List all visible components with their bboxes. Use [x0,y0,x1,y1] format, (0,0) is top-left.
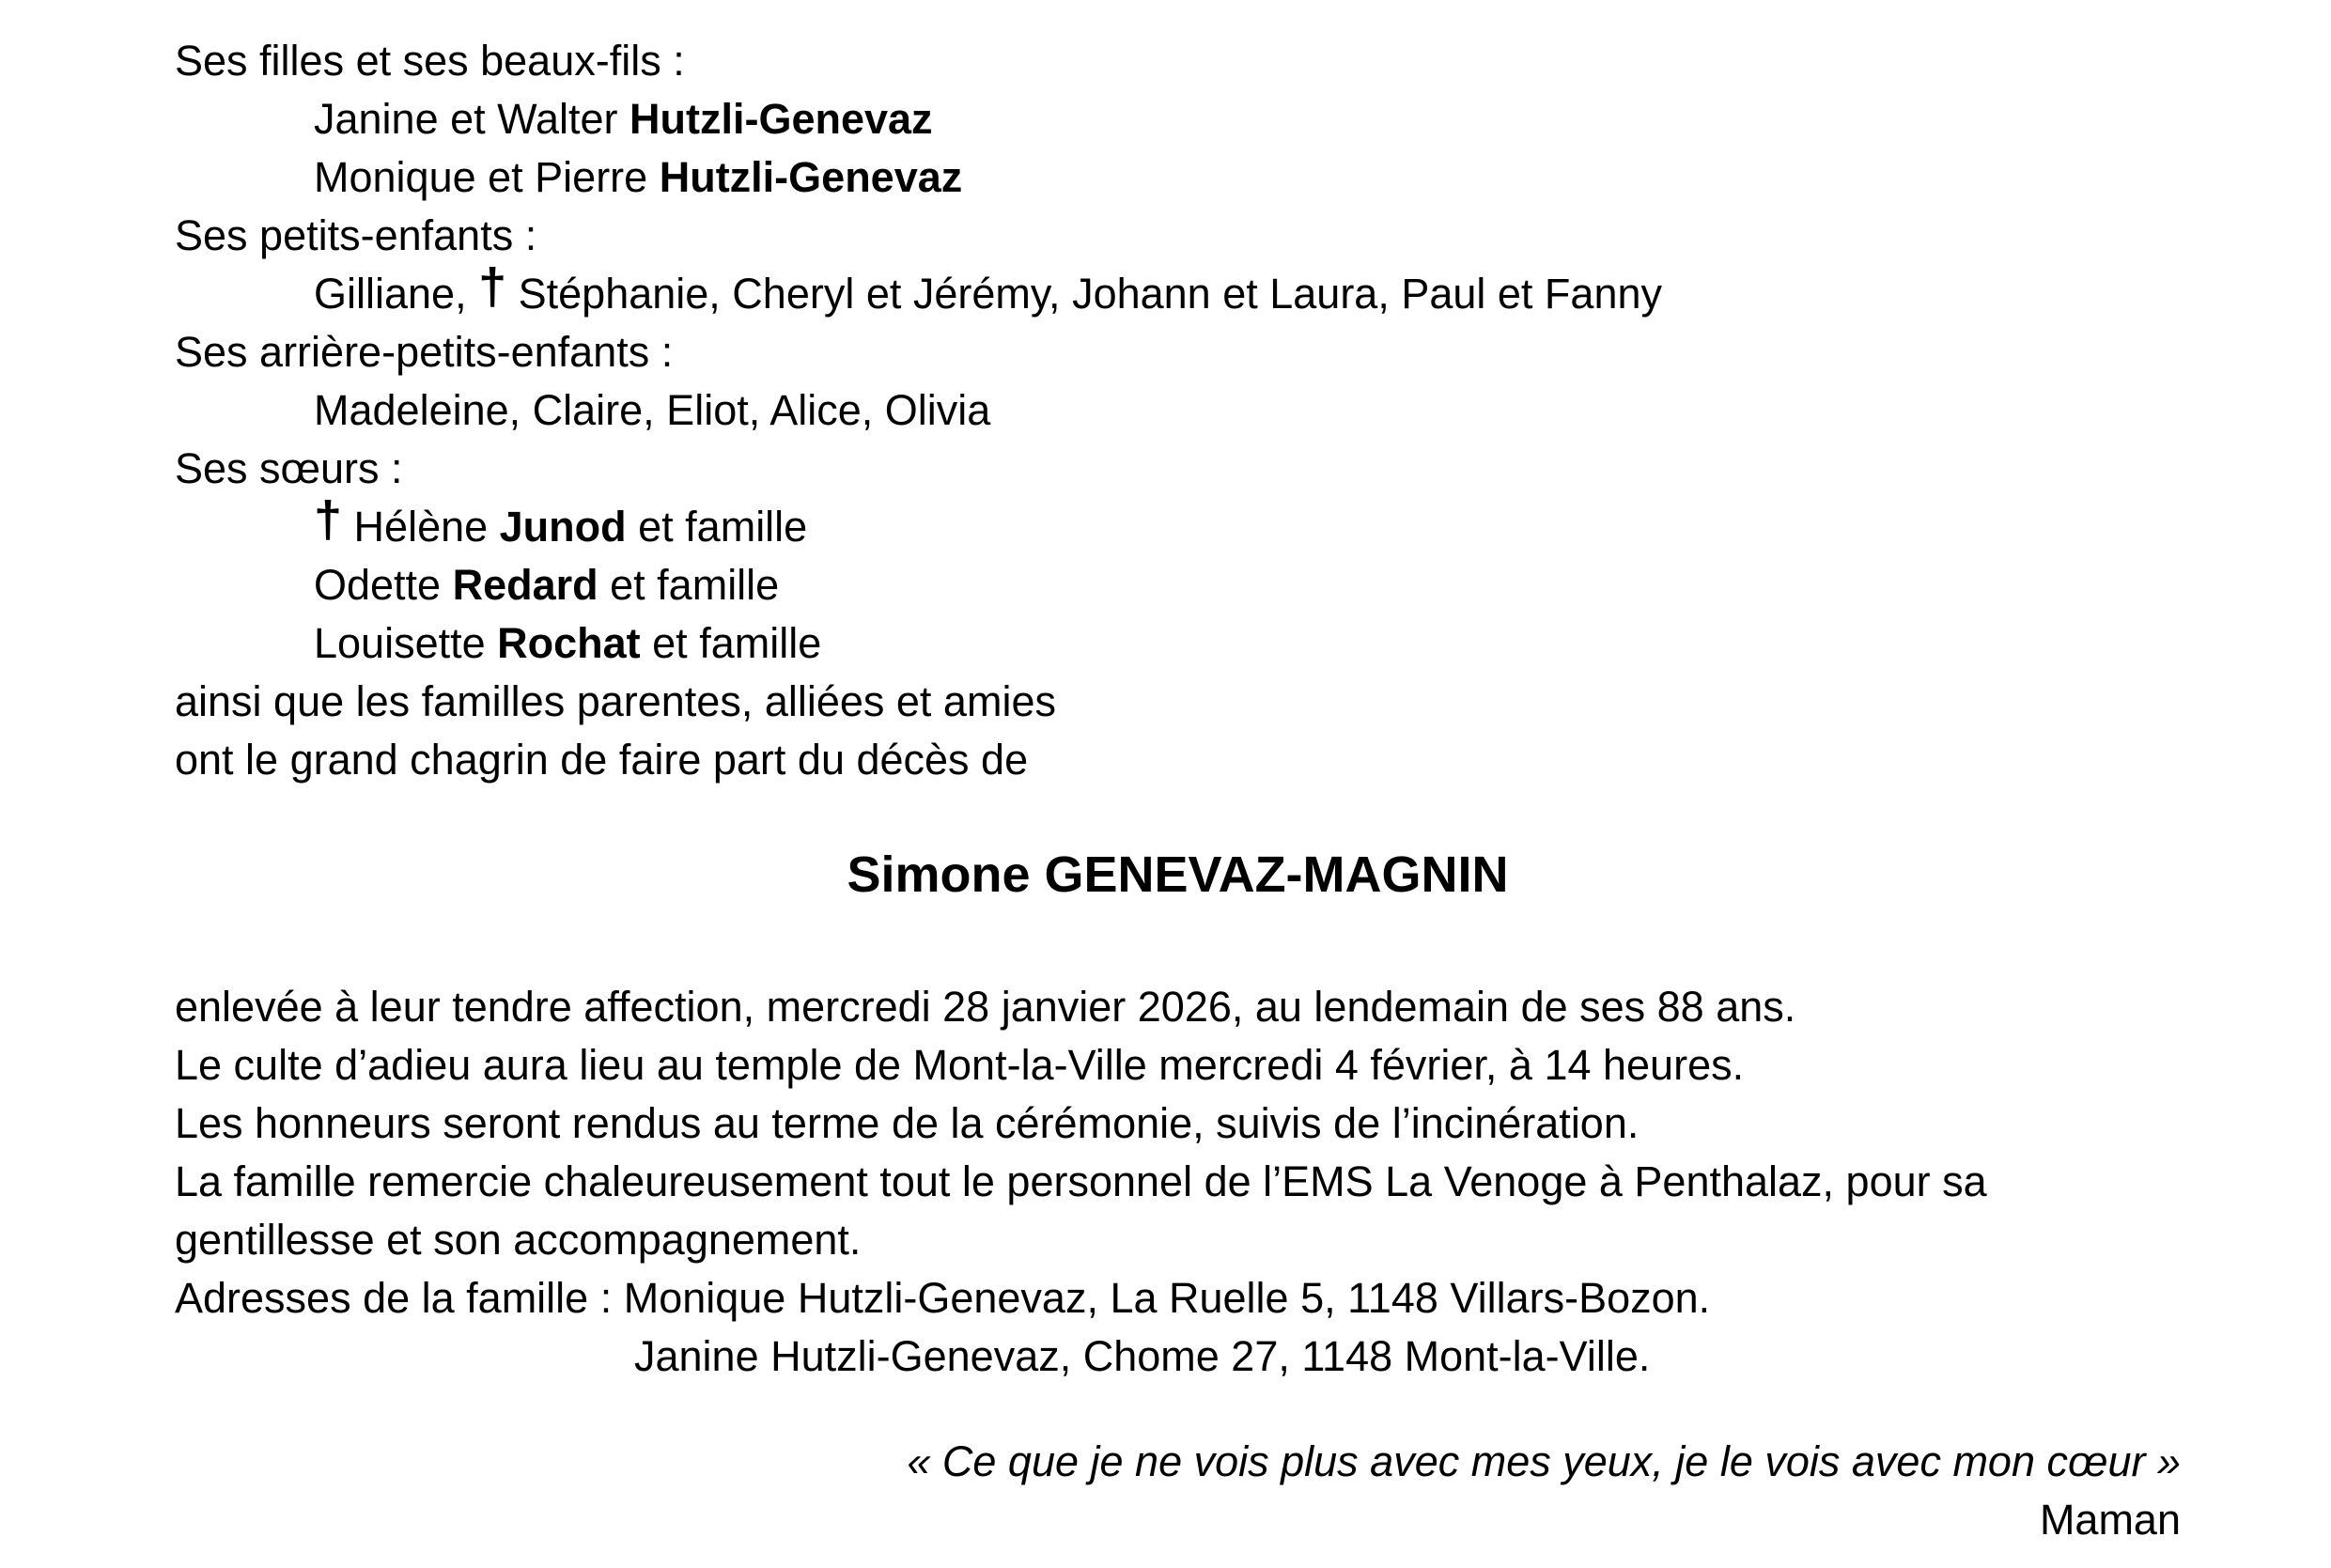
quote-signature: Maman [2039,1496,2181,1544]
announcement-line: enlevée à leur tendre affection, mercredi 28 janvier 2026, au lendemain de ses 88 ans. [175,983,1796,1031]
text-segment: Gilliane, [314,270,479,318]
surname-bold: Hutzli-Genevaz [659,153,963,201]
text-segment: ainsi que les familles parentes, alliées et amies [175,677,1056,725]
text-segment: Ses petits-enfants : [175,211,537,259]
family-line [175,148,2181,207]
text-segment: et famille [598,561,780,609]
announcement-line: Les honneurs seront rendus au terme de la cérémonie, suivis de l’incinération. [175,1099,1639,1147]
addresses-section [175,1269,2181,1386]
announcement-line: gentillesse et son accompagnement. [175,1216,862,1264]
deceased-name: Simone GENEVAZ-MAGNIN [847,846,1509,903]
text-segment: Monique et Pierre [314,153,660,201]
text-segment: ont le grand chagrin de faire part du décès de [175,736,1029,784]
family-line [175,381,2181,440]
dagger-symbol: † [478,257,507,315]
text-segment: Louisette [314,619,498,667]
family-line [175,257,2181,323]
family-line [175,731,2181,789]
text-segment: Ses filles et ses beaux-fils : [175,37,685,85]
surname-bold: Redard [452,561,598,609]
address-line: Adresses de la famille : Monique Hutzli-Genevaz, La Ruelle 5, 1148 Villars-Bozon. [175,1274,1711,1322]
address-line: Janine Hutzli-Genevaz, Chome 27, 1148 Mont-la-Ville. [634,1332,1651,1380]
family-line [175,323,2181,381]
family-intro-section [175,32,2181,789]
text-segment: Janine et Walter [314,95,629,143]
text-segment: Odette [314,561,453,609]
family-line [175,207,2181,265]
surname-bold: Hutzli-Genevaz [629,95,933,143]
family-line [175,32,2181,90]
text-segment: Madeleine, Claire, Eliot, Alice, Olivia [314,386,991,434]
family-line [175,556,2181,614]
text-segment: Hélène [342,503,500,551]
family-line [175,440,2181,498]
family-line [175,673,2181,731]
announcement-line: La famille remercie chaleureusement tout le personnel de l’EMS La Venoge à Penthalaz, pour sa [175,1157,1987,1205]
text-segment: et famille [640,619,822,667]
memorial-quote: « Ce que je ne vois plus avec mes yeux, je le vois avec mon cœur » [907,1437,2181,1485]
announcement-section [175,978,2181,1269]
text-segment: Ses arrière-petits-enfants : [175,328,674,376]
quote-block [175,1433,2181,1549]
announcement-line: Le culte d’adieu aura lieu au temple de Mont-la-Ville mercredi 4 février, à 14 heures. [175,1041,1745,1089]
family-line [175,614,2181,673]
family-line [175,90,2181,148]
dagger-symbol: † [314,490,343,548]
text-segment: et famille [626,503,808,551]
family-line [175,490,2181,556]
text-segment: Ses sœurs : [175,444,403,492]
surname-bold: Rochat [497,619,641,667]
surname-bold: Junod [499,503,627,551]
text-segment: Stéphanie, Cheryl et Jérémy, Johann et Laura, Paul et Fanny [506,270,1663,318]
